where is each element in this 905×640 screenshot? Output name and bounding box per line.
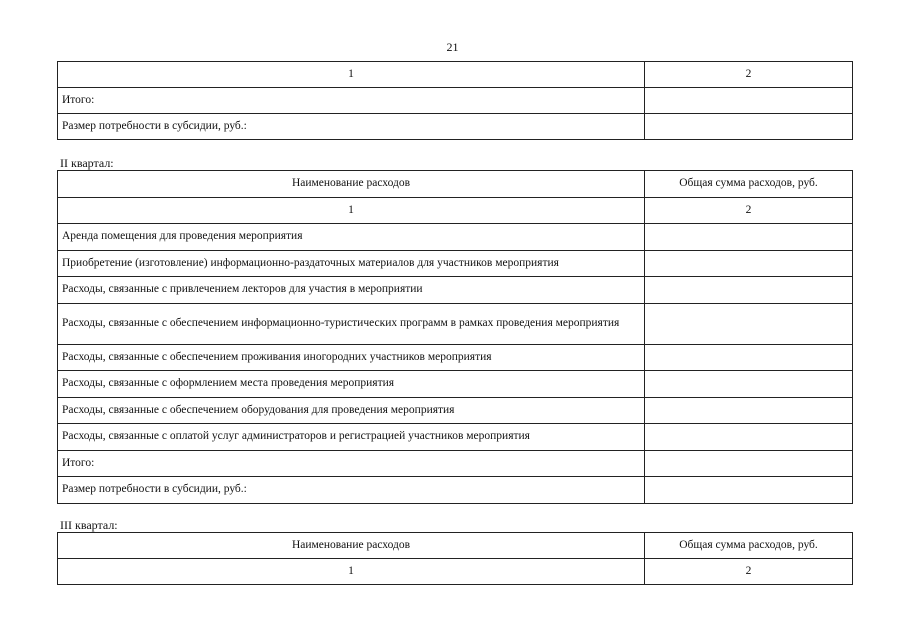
row-label: Расходы, связанные с привлечением лекторов для участия в мероприятии <box>58 277 645 304</box>
column-number-1: 1 <box>58 559 645 585</box>
table-row <box>58 277 853 304</box>
row-label: Расходы, связанные с обеспечением информационно-туристических программ в рамках проведения мероприятия <box>58 303 645 344</box>
section-title-q2: II квартал: <box>60 156 114 170</box>
row-label: Расходы, связанные с обеспечением оборудования для проведения мероприятия <box>58 397 645 424</box>
column-number-row <box>58 197 853 224</box>
header-row <box>58 533 853 559</box>
row-label: Расходы, связанные с обеспечением проживания иногородних участников мероприятия <box>58 344 645 371</box>
header-row <box>58 171 853 198</box>
row-value <box>645 277 853 304</box>
column-number-1: 1 <box>58 197 645 224</box>
row-value <box>645 397 853 424</box>
expenses-table-q2 <box>57 170 853 504</box>
header-total-amount: Общая сумма расходов, руб. <box>645 533 853 559</box>
row-value <box>645 224 853 251</box>
table-row <box>58 114 853 140</box>
column-number-2: 2 <box>645 197 853 224</box>
row-value <box>645 450 853 477</box>
table-row <box>58 450 853 477</box>
table-row <box>58 344 853 371</box>
table-row <box>58 250 853 277</box>
table-row <box>58 303 853 344</box>
row-value <box>645 88 853 114</box>
section-title-q3: III квартал: <box>60 518 118 532</box>
table-row <box>58 477 853 504</box>
row-label: Приобретение (изготовление) информационно-раздаточных материалов для участников мероприятия <box>58 250 645 277</box>
row-label: Аренда помещения для проведения мероприятия <box>58 224 645 251</box>
column-number-1: 1 <box>58 62 645 88</box>
expenses-table-q1-continued <box>57 61 853 140</box>
header-total-amount: Общая сумма расходов, руб. <box>645 171 853 198</box>
row-value <box>645 250 853 277</box>
column-number-row <box>58 559 853 585</box>
row-label: Размер потребности в субсидии, руб.: <box>58 477 645 504</box>
table-row <box>58 397 853 424</box>
column-number-row <box>58 62 853 88</box>
row-label: Итого: <box>58 88 645 114</box>
row-label: Расходы, связанные с оплатой услуг администраторов и регистрацией участников мероприятия <box>58 424 645 451</box>
table-row <box>58 224 853 251</box>
row-label: Итого: <box>58 450 645 477</box>
table-row <box>58 88 853 114</box>
row-value <box>645 477 853 504</box>
row-value <box>645 344 853 371</box>
row-value <box>645 303 853 344</box>
row-value <box>645 371 853 398</box>
row-value <box>645 424 853 451</box>
column-number-2: 2 <box>645 559 853 585</box>
row-label: Расходы, связанные с оформлением места проведения мероприятия <box>58 371 645 398</box>
column-number-2: 2 <box>645 62 853 88</box>
page-number: 21 <box>446 40 459 54</box>
table-row <box>58 371 853 398</box>
header-expense-name: Наименование расходов <box>58 533 645 559</box>
row-value <box>645 114 853 140</box>
row-label: Размер потребности в субсидии, руб.: <box>58 114 645 140</box>
table-row <box>58 424 853 451</box>
header-expense-name: Наименование расходов <box>58 171 645 198</box>
expenses-table-q3 <box>57 532 853 585</box>
